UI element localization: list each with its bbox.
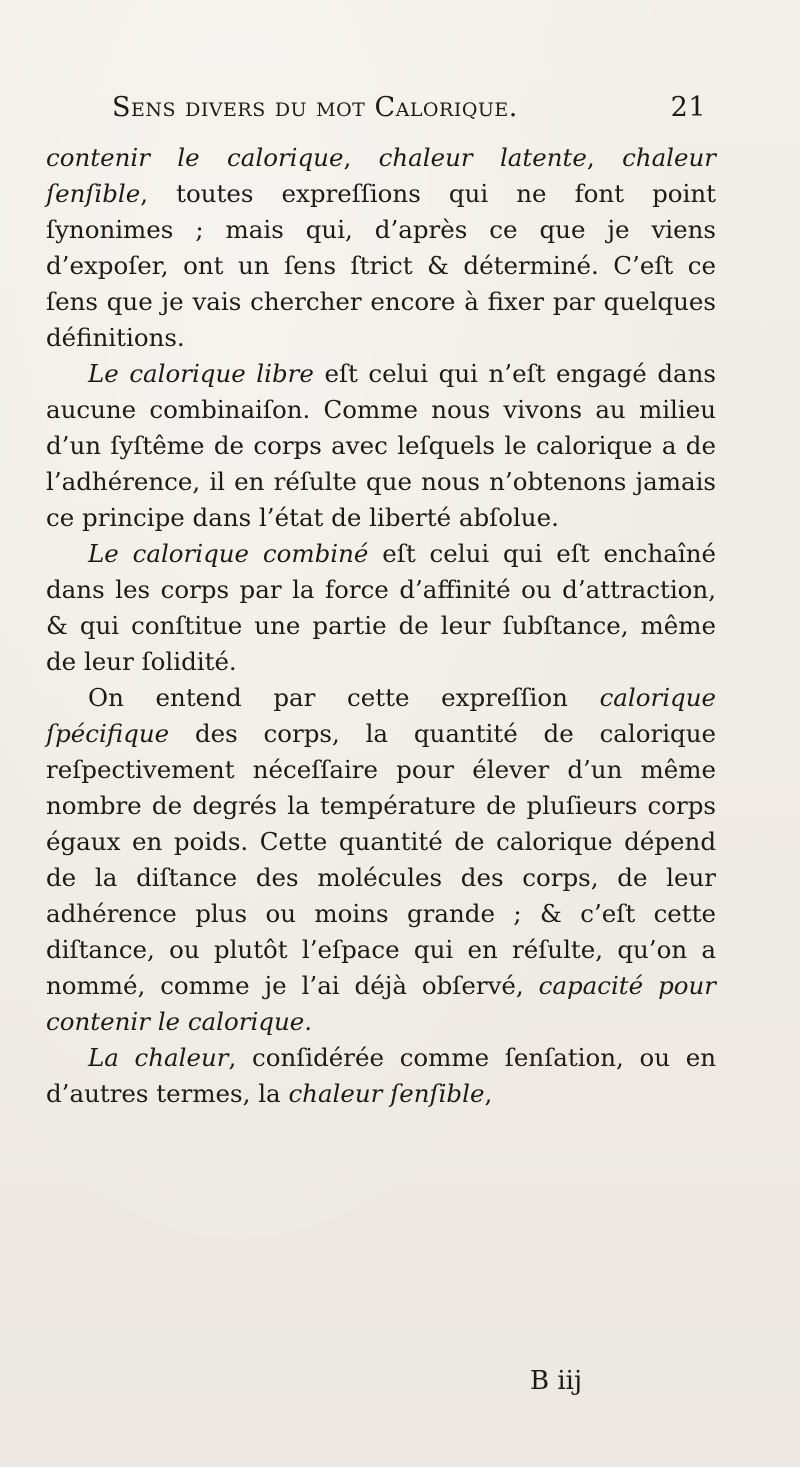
page-number: 21 (670, 92, 706, 123)
paragraph-text: , (343, 143, 379, 172)
paragraph-text: , (484, 1079, 493, 1108)
paragraph-text: , conſidérée comme ſenſation, ou en d’autres termes, la (46, 1043, 716, 1108)
page-body (46, 140, 716, 1112)
paragraph-text: , (586, 143, 623, 172)
italic-term: Le calorique combiné (88, 539, 369, 568)
running-head: Sens divers du mot Calorique. (112, 92, 518, 123)
paragraph-text: des corps, la quantité de calorique reſpectivement néceſſaire pour élever d’un même nombre de degrés la température de pluſieurs corps égaux en poids. Cette quantité de calorique dépend de la diſtance des molécules des corps, de leur adhérence plus ou moins grande ; & c’eſt cette diſtance, ou plutôt l’eſpace qui en réſulte, qu’on a nommé, comme je l’ai déjà obſervé, (46, 719, 716, 1000)
paragraph-text: . (304, 1007, 313, 1036)
italic-term: contenir le calorique (46, 143, 344, 172)
italic-term: chaleur ſenſible (288, 1079, 485, 1108)
paragraph-text: eſt celui qui eſt enchaîné dans les corps par la force d’affinité ou d’attraction, & qui conſtitue une partie de leur ſubſtance, même de leur ſolidité. (46, 539, 716, 676)
paragraph-continuation (46, 140, 716, 356)
paragraph-calorique-libre (46, 356, 716, 536)
printer-signature: B iij (530, 1366, 583, 1396)
paragraph-text: eſt celui qui n’eſt engagé dans aucune combinaiſon. Comme nous vivons au milieu d’un ſyſtême de corps avec leſquels le calorique a de l’adhérence, il en réſulte que nous n’obtenons jamais ce principe dans l’état de liberté abſolue. (46, 359, 716, 532)
paragraph-chaleur (46, 1040, 716, 1112)
italic-term: chaleur ſenſible (46, 143, 717, 208)
italic-term: Le calorique libre (88, 359, 314, 388)
paragraph-text: , toutes expreſſions qui ne font point ſynonimes ; mais qui, d’après ce que je viens d’expoſer, ont un ſens ſtrict & déterminé. C’eſt ce ſens que je vais chercher encore à fixer par quelques définitions. (46, 179, 716, 352)
italic-term: calorique ſpécifique (46, 683, 716, 748)
paragraph-text: On entend par cette expreſſion (88, 683, 600, 712)
paragraph-calorique-combine (46, 536, 716, 680)
paragraph-calorique-specifique (46, 680, 716, 1040)
italic-term: capacité pour contenir le calorique (46, 971, 716, 1036)
page-header (112, 92, 706, 126)
italic-term: La chaleur (88, 1043, 229, 1072)
italic-term: chaleur latente (378, 143, 587, 172)
